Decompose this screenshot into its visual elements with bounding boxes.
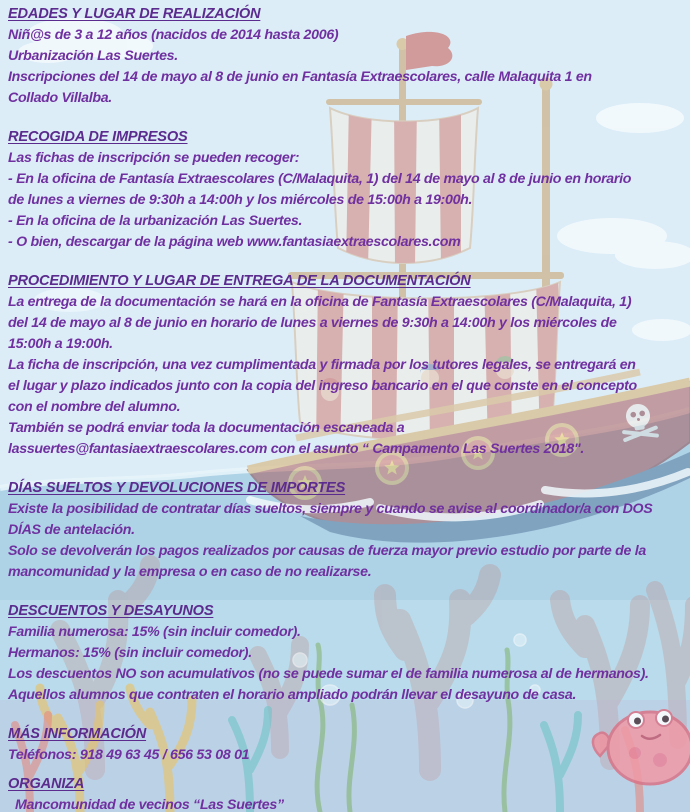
- text-line: Las fichas de inscripción se pueden recoger:: [8, 150, 300, 166]
- text-line: Collado Villalba.: [8, 90, 112, 106]
- text-line: Niñ@s de 3 a 12 años (nacidos de 2014 hasta 2006): [8, 27, 339, 43]
- text-line: el lugar y plazo indicados junto con la copia del ingreso bancario en el que conste en el concepto: [8, 378, 637, 394]
- text-line: - En la oficina de Fantasía Extraescolares (C/Malaquita, 1) del 14 de mayo al 8 de junio en horario: [8, 171, 632, 187]
- section-mas-informacion: [8, 724, 690, 766]
- text-line: DÍAS de antelación.: [8, 522, 135, 538]
- text-line: La ficha de inscripción, una vez cumplimentada y firmada por los tutores legales, se entregará en: [8, 357, 636, 373]
- section-edades: [8, 4, 690, 109]
- text-line: con el nombre del alumno.: [8, 399, 181, 415]
- email-text-line: lassuertes@fantasiaextraescolares.com con el asunto “ Campamento Las Suertes 2018".: [8, 441, 585, 457]
- text-line: También se podrá enviar toda la documentación escaneada a: [8, 420, 405, 436]
- section-heading: ORGANIZA: [8, 776, 85, 792]
- section-heading: DÍAS SUELTOS Y DEVOLUCIONES DE IMPORTES: [8, 480, 346, 496]
- text-line: mancomunidad y la empresa o en caso de no realizarse.: [8, 564, 372, 580]
- text-line: La entrega de la documentación se hará en la oficina de Fantasía Extraescolares (C/Malaquita, 1): [8, 294, 632, 310]
- section-heading: RECOGIDA DE IMPRESOS: [8, 129, 188, 145]
- section-dias-sueltos: [8, 478, 690, 583]
- text-line: Los descuentos NO son acumulativos (no se puede sumar el de familia numerosa al de hermanos).: [8, 666, 649, 682]
- text-line: Inscripciones del 14 de mayo al 8 de junio en Fantasía Extraescolares, calle Malaquita 1 en: [8, 69, 592, 85]
- section-heading: DESCUENTOS Y DESAYUNOS: [8, 603, 214, 619]
- section-recogida: [8, 127, 690, 253]
- text-line: Solo se devolverán los pagos realizados por causas de fuerza mayor previo estudio por parte de la: [8, 543, 646, 559]
- section-descuentos: [8, 601, 690, 706]
- text-line: de lunes a viernes de 9:30h a 14:00h y los miércoles de 15:00h a 19:00h.: [8, 192, 473, 208]
- text-line: Existe la posibilidad de contratar días sueltos, siempre y cuando se avise al coordinador/a con DOS: [8, 501, 653, 517]
- text-line: del 14 de mayo al 8 de junio en horario de lunes a viernes de 9:30h a 14:00h y los miércoles de: [8, 315, 617, 331]
- section-heading: MÁS INFORMACIÓN: [8, 726, 147, 742]
- website-text-line: - O bien, descargar de la página web www.fantasiaextraescolares.com: [8, 234, 461, 250]
- text-line: 15:00h a 19:00h.: [8, 336, 113, 352]
- text-line: Hermanos: 15% (sin incluir comedor).: [8, 645, 252, 661]
- phone-text-line: Teléfonos: 918 49 63 45 / 656 53 08 01: [8, 747, 250, 763]
- section-heading: EDADES Y LUGAR DE REALIZACIÓN: [8, 6, 261, 22]
- text-line: Mancomunidad de vecinos “Las Suertes”: [15, 797, 284, 812]
- section-heading: PROCEDIMIENTO Y LUGAR DE ENTREGA DE LA DOCUMENTACIÓN: [8, 273, 471, 289]
- text-line: Urbanización Las Suertes.: [8, 48, 178, 64]
- section-organiza: [8, 774, 690, 812]
- text-line: Aquellos alumnos que contraten el horario ampliado podrán llevar el desayuno de casa.: [8, 687, 577, 703]
- text-line: Familia numerosa: 15% (sin incluir comedor).: [8, 624, 301, 640]
- text-line: - En la oficina de la urbanización Las Suertes.: [8, 213, 303, 229]
- section-procedimiento: [8, 271, 690, 460]
